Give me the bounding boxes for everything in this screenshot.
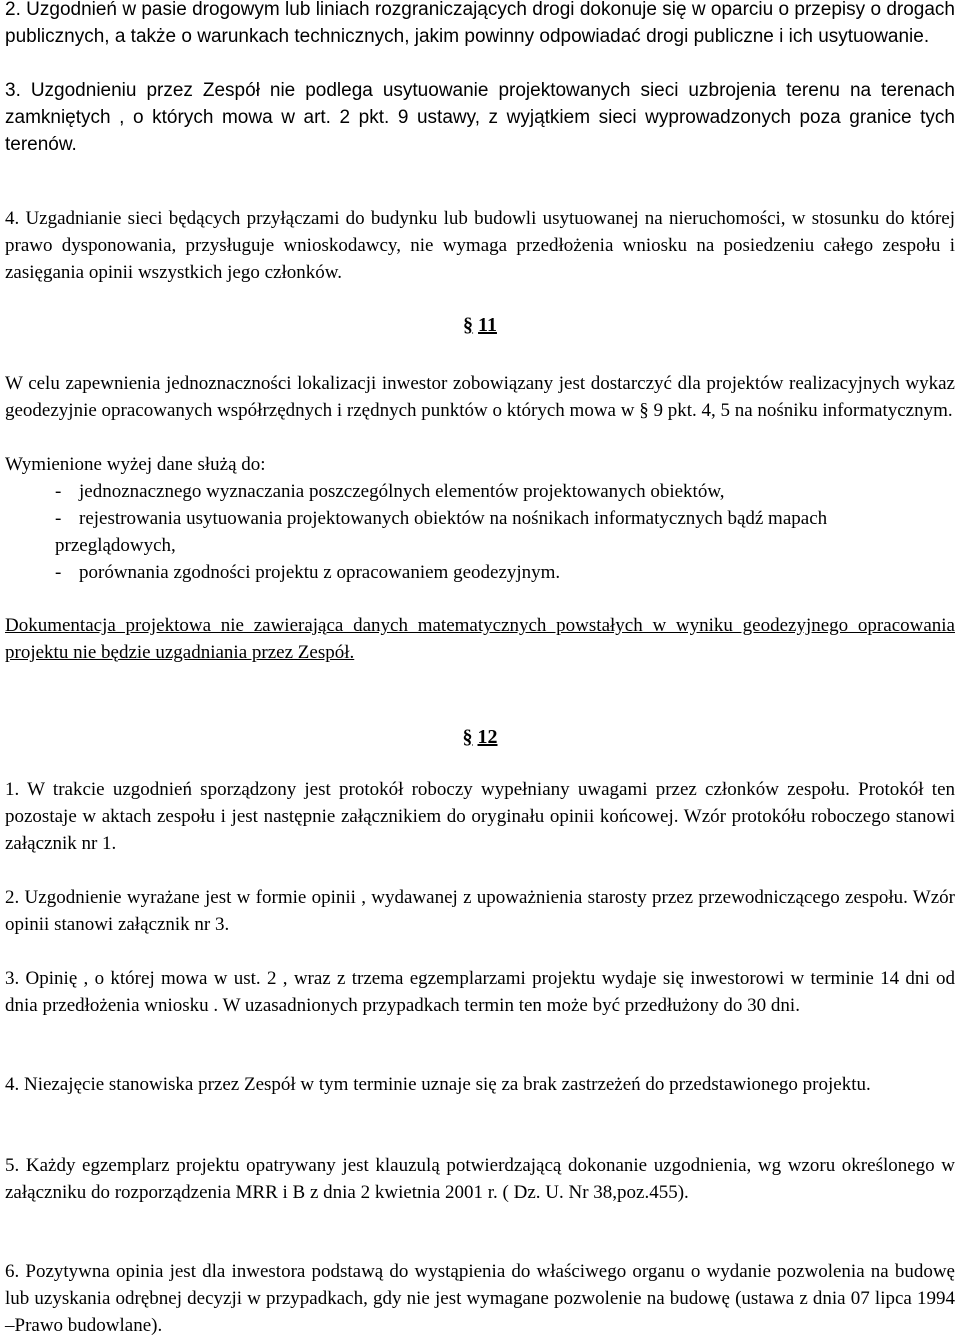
list-item-text: jednoznacznego wyznaczania poszczególnych elementów projektowanych obiektów, <box>79 481 725 502</box>
paragraph-12-4: 4. Niezajęcie stanowiska przez Zespół w tym terminie uznaje się za brak zastrzeżeń do przedstawionego projektu. <box>5 1074 871 1095</box>
list-heading: Wymienione wyżej dane służą do: <box>5 454 266 475</box>
list-dash: - <box>55 508 62 529</box>
paragraph-12-1: 1. W trakcie uzgodnień sporządzony jest protokół roboczy wypełniany uwagami przez członków zespołu. Protokół ten pozostaje w aktach zespołu i jest następnie załącznikiem do oryginału opinii końcowej. Wzór protokółu roboczego stanowi załącznik nr 1. <box>5 779 955 854</box>
paragraph-10-2: 2. Uzgodnień w pasie drogowym lub liniach rozgraniczających drogi dokonuje się w oparciu o przepisy o drogach publicznych, a także o warunkach technicznych, jakim powinny odpowiadać drogi publiczne i ich usytuowanie. <box>5 0 955 47</box>
list-item <box>55 478 935 505</box>
paragraph-10-4: 4. Uzgadnianie sieci będących przyłączami do budynku lub budowli usytuowanej na nieruchomości, w stosunku do której prawo dysponowania, przysługuje wnioskodawcy, nie wymaga przedłożenia wniosku na posiedzeniu całego zespołu i zasięgania opinii wszystkich jego członków. <box>5 208 955 283</box>
list-dash: - <box>55 481 62 502</box>
list-item-text: porównania zgodności projektu z opracowaniem geodezyjnym. <box>79 562 561 583</box>
section-11-heading <box>440 312 520 338</box>
paragraph-10-3: 3. Uzgodnieniu przez Zespół nie podlega usytuowanie projektowanych sieci uzbrojenia terenu na terenach zamkniętych , o których mowa w art. 2 pkt. 9 ustawy, z wyjątkiem sieci wyprowadzonych poza granice tych terenów. <box>5 80 955 155</box>
section-12-heading <box>440 724 520 750</box>
list-item-text: rejestrowania usytuowania projektowanych obiektów na nośnikach informatycznych bądź mapach przeglądowych, <box>55 508 828 556</box>
paragraph-11-note: Dokumentacja projektowa nie zawierająca danych matematycznych powstałych w wyniku geodezyjnego opracowania projektu nie będzie uzgadniania przez Zespół. <box>5 615 955 663</box>
paragraph-12-2: 2. Uzgodnienie wyrażane jest w formie opinii , wydawanej z upoważnienia starosty przez przewodniczącego zespołu. Wzór opinii stanowi załącznik nr 3. <box>5 887 955 935</box>
section-sign: § <box>462 726 473 748</box>
section-number: 11 <box>478 314 497 336</box>
paragraph-12-6: 6. Pozytywna opinia jest dla inwestora podstawą do wystąpienia do właściwego organu o wydanie pozwolenia na budowę lub uzyskania odrębnej decyzji w przypadkach, gdy nie jest wymagane pozwolenie na budowę (ustawa z dnia 07 lipca 1994 –Prawo budowlane). <box>5 1261 955 1336</box>
paragraph-12-5: 5. Każdy egzemplarz projektu opatrywany jest klauzulą potwierdzającą dokonanie uzgodnienia, wg wzoru określonego w załączniku do rozporządzenia MRR i B z dnia 2 kwietnia 2001 r. ( Dz. U. Nr 38,poz.455). <box>5 1155 955 1203</box>
list-item <box>55 559 935 586</box>
paragraph-11-intro: W celu zapewnienia jednoznaczności lokalizacji inwestor zobowiązany jest dostarczyć dla projektów realizacyjnych wykaz geodezyjnie opracowanych współrzędnych i rzędnych punktów o których mowa w § 9 pkt. 4, 5 na nośniku informatycznym. <box>5 373 955 421</box>
section-number: 12 <box>477 726 498 748</box>
list-dash: - <box>55 562 62 583</box>
list-item <box>55 505 895 559</box>
section-sign: § <box>463 314 474 336</box>
paragraph-12-3: 3. Opinię , o której mowa w ust. 2 , wraz z trzema egzemplarzami projektu wydaje się inwestorowi w terminie 14 dni od dnia przedłożenia wniosku . W uzasadnionych przypadkach termin ten może być przedłużony do 30 dni. <box>5 968 955 1016</box>
